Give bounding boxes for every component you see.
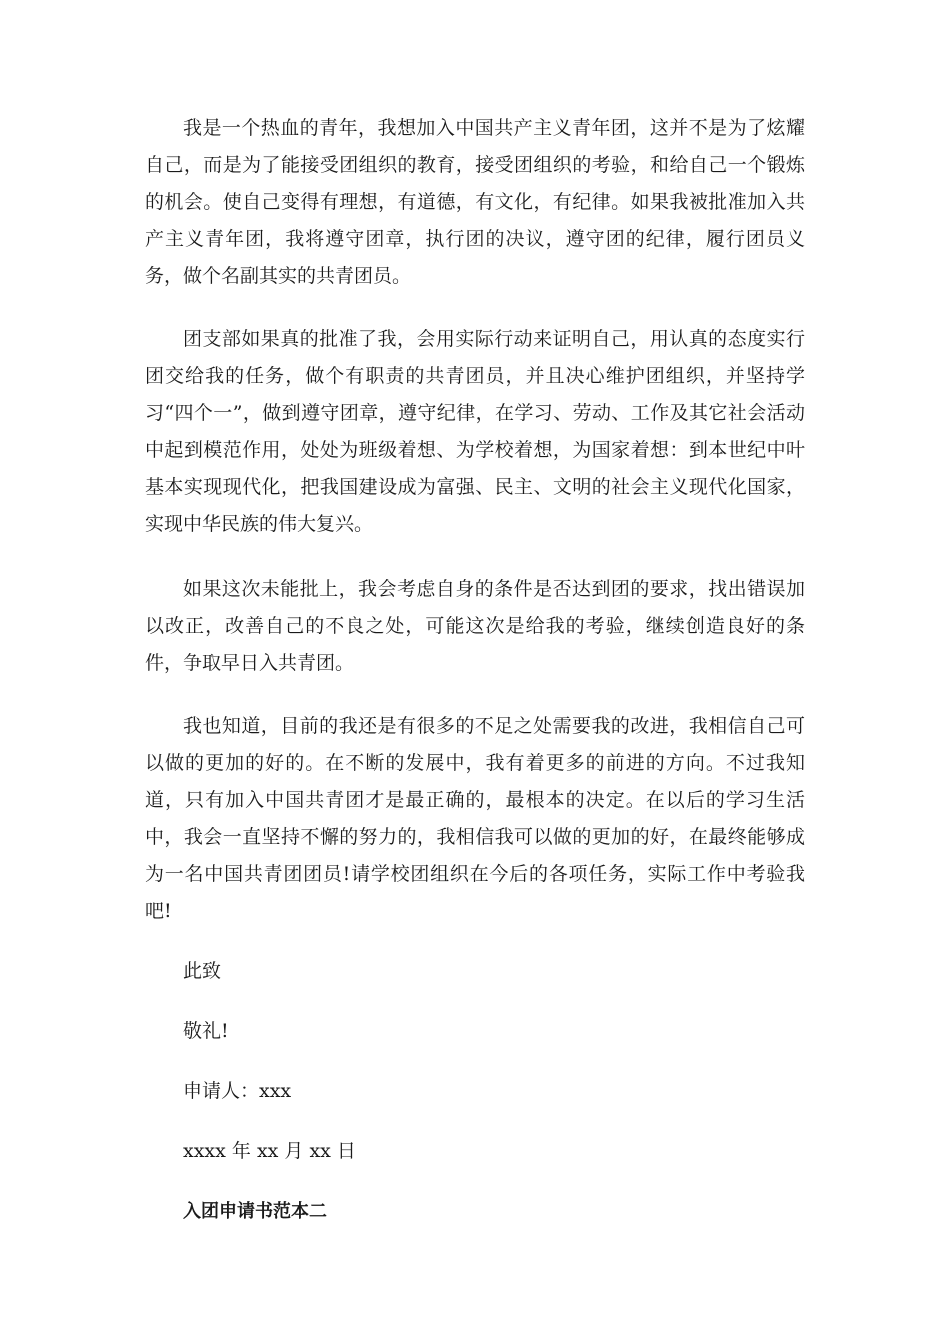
date-line: xxxx 年 xx 月 xx 日 (183, 1140, 356, 1162)
salutation-line: 敬礼! (183, 1020, 229, 1042)
paragraph-2: 团支部如果真的批准了我，会用实际行动来证明自己，用认真的态度实行团交给我的任务，做个有职责的共青团员，并且决心维护团组织，并坚持学习“四个一”，做到遵守团章，遵守纪律，在学习、劳动、工作及其它社会活动中起到模范作用，处处为班级着想、为学校着想，为国家着想：到本世纪中叶基本实现现代化，把我国建设成为富强、民主、文明的社会主义现代化国家，实现中华民族的伟大复兴。 (145, 328, 805, 535)
paragraph-1: 我是一个热血的青年，我想加入中国共产主义青年团，这并不是为了炫耀自己，而是为了能接受团组织的教育，接受团组织的考验，和给自己一个锻炼的机会。使自己变得有理想，有道德，有文化，有纪律。如果我被批准加入共产主义青年团，我将遵守团章，执行团的决议，遵守团的纪律，履行团员义务，做个名副其实的共青团员。 (145, 117, 805, 287)
applicant-line: 申请人：xxx (183, 1080, 292, 1102)
section-heading: 入团申请书范本二 (183, 1201, 327, 1222)
paragraph-3: 如果这次未能批上，我会考虑自身的条件是否达到团的要求，找出错误加以改正，改善自己的不良之处，可能这次是给我的考验，继续创造良好的条件，争取早日入共青团。 (145, 578, 805, 674)
document-body (145, 110, 805, 1230)
closing-line: 此致 (183, 960, 222, 982)
paragraph-4: 我也知道，目前的我还是有很多的不足之处需要我的改进，我相信自己可以做的更加的好的。在不断的发展中，我有着更多的前进的方向。不过我知道，只有加入中国共青团才是最正确的，最根本的决定。在以后的学习生活中，我会一直坚持不懈的努力的，我相信我可以做的更加的好，在最终能够成为一名中国共青团团员!请学校团组织在今后的各项任务，实际工作中考验我吧! (145, 715, 805, 922)
